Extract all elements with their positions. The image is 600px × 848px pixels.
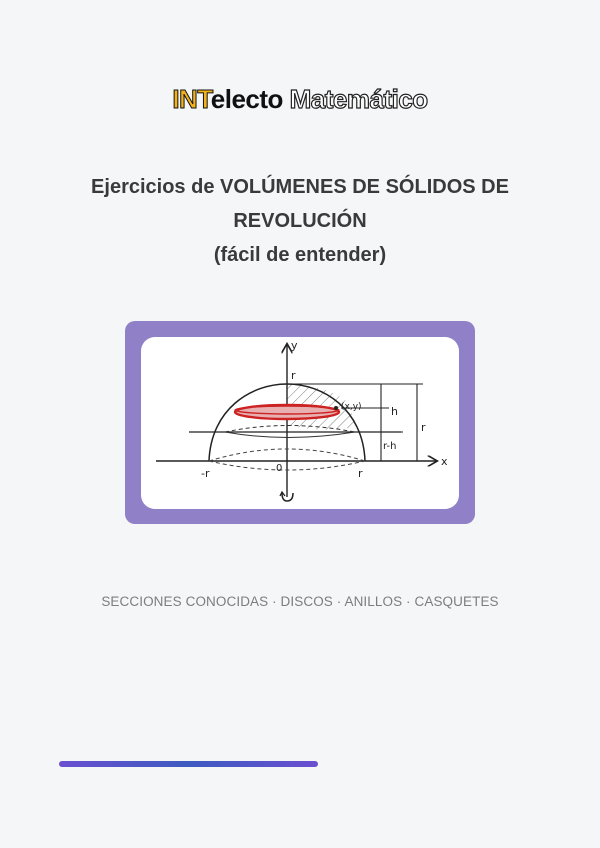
label-x: x — [441, 455, 448, 468]
figure-frame — [125, 321, 475, 524]
label-r-minus-h: r-h — [383, 441, 397, 452]
logo-part-matematico: Matemático — [282, 84, 428, 114]
title-line-2: REVOLUCIÓN — [233, 210, 367, 232]
label-r-side: r — [421, 421, 426, 434]
hemisphere-sketch — [141, 337, 459, 509]
label-y: y — [291, 339, 298, 352]
topics-subtitle: SECCIONES CONOCIDAS · DISCOS · ANILLOS · CASQUETES — [101, 594, 499, 609]
accent-bar — [59, 761, 318, 767]
logo-part-electo: electo — [210, 84, 283, 114]
logo-part-int: INT — [172, 84, 211, 114]
label-neg-r: -r — [201, 467, 210, 480]
title-line-3: (fácil de entender) — [213, 244, 387, 266]
label-h: h — [391, 405, 398, 418]
document-title — [40, 170, 560, 272]
label-r-axis: r — [358, 467, 363, 480]
label-r-top: r — [291, 369, 296, 382]
figure-panel — [141, 337, 459, 509]
label-point: (x,y) — [341, 402, 362, 412]
brand-logo — [0, 84, 600, 115]
title-line-1: Ejercicios de VOLÚMENES DE SÓLIDOS DE — [91, 176, 509, 198]
label-origin: 0 — [276, 463, 283, 474]
